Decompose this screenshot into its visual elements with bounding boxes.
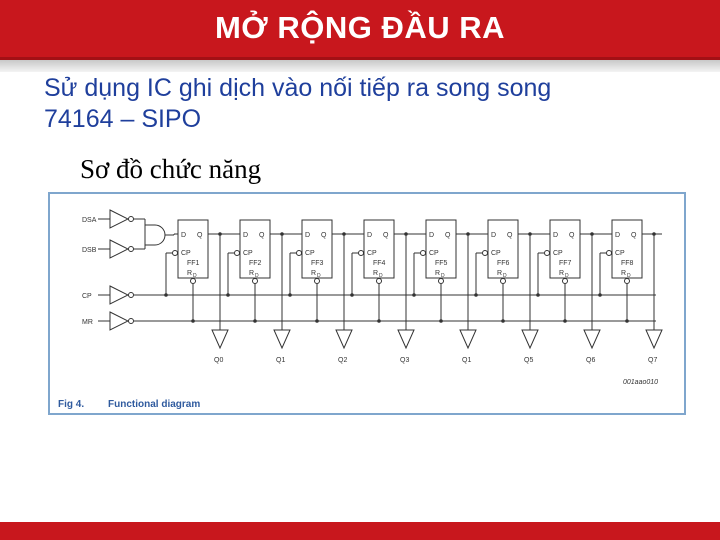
bottom-bar xyxy=(0,522,720,540)
cp-inverter-bubble xyxy=(129,293,134,298)
ff5-pin-rd: R xyxy=(435,270,441,277)
input-label-mr: MR xyxy=(82,319,93,326)
ff3-pin-q: Q xyxy=(321,232,327,239)
dsb-buffer xyxy=(110,240,128,258)
ff4-pin-d: D xyxy=(367,232,373,239)
ff1-pin-q: Q xyxy=(197,232,203,239)
ff2-pin-q: Q xyxy=(259,232,265,239)
ff2-reset-node xyxy=(253,319,257,323)
ff7-label: FF7 xyxy=(559,260,572,267)
ff6-pin-d: D xyxy=(491,232,497,239)
output-buffer-6 xyxy=(522,330,538,348)
ff8-pin-q: Q xyxy=(631,232,637,239)
ff5-reset-node xyxy=(439,319,443,323)
ff1-reset-bubble xyxy=(191,279,196,284)
flip-flop-5 xyxy=(426,220,456,278)
output-buffer-1 xyxy=(212,330,228,348)
ff8-reset-bubble xyxy=(625,279,630,284)
output-label-1: Q0 xyxy=(214,357,224,364)
ff1-pin-cp: CP xyxy=(181,250,191,257)
ff6-reset-node xyxy=(501,319,505,323)
ff7-clock-node xyxy=(536,293,540,297)
ff8-clock-bubble xyxy=(607,251,612,256)
ff5-pin-rd-sub: D xyxy=(441,273,445,279)
ff4-reset-bubble xyxy=(377,279,382,284)
ff1-clock-bubble xyxy=(173,251,178,256)
output-buffer-8 xyxy=(646,330,662,348)
ff3-clock-bubble xyxy=(297,251,302,256)
and-gate xyxy=(145,225,165,245)
ff7-pin-q: Q xyxy=(569,232,575,239)
ff4-pin-q: Q xyxy=(383,232,389,239)
mr-inverter xyxy=(110,312,128,330)
ff5-pin-cp: CP xyxy=(429,250,439,257)
ff3-pin-d: D xyxy=(305,232,311,239)
input-label-dsa: DSA xyxy=(82,217,97,224)
ff6-pin-rd-sub: D xyxy=(503,273,507,279)
caption-text: Functional diagram xyxy=(108,399,201,410)
ff6-reset-bubble xyxy=(501,279,506,284)
ff3-pin-rd-sub: D xyxy=(317,273,321,279)
ff6-pin-q: Q xyxy=(507,232,513,239)
bullet-line-2: 74164 – SIPO xyxy=(44,105,202,133)
ff8-pin-cp: CP xyxy=(615,250,625,257)
ff1-pin-rd: R xyxy=(187,270,193,277)
ff7-reset-node xyxy=(563,319,567,323)
slide-title: MỞ RỘNG ĐẦU RA xyxy=(214,10,506,45)
header-divider xyxy=(0,60,720,72)
output-label-5: Q1 xyxy=(462,357,472,364)
subheading: Sơ đồ chức năng xyxy=(80,154,262,184)
ff2-label: FF2 xyxy=(249,260,262,267)
ff2-pin-rd-sub: D xyxy=(255,273,259,279)
output-buffer-5 xyxy=(460,330,476,348)
ff6-pin-rd: R xyxy=(497,270,503,277)
ff8-pin-d: D xyxy=(615,232,621,239)
ff5-label: FF5 xyxy=(435,260,448,267)
ff6-pin-cp: CP xyxy=(491,250,501,257)
bullet-text xyxy=(44,73,644,135)
mr-inverter-bubble xyxy=(129,319,134,324)
input-label-dsb: DSB xyxy=(82,247,97,254)
title-bar xyxy=(0,0,720,60)
ff2-clock-node xyxy=(226,293,230,297)
ff2-pin-cp: CP xyxy=(243,250,253,257)
ff7-pin-cp: CP xyxy=(553,250,563,257)
output-buffer-2 xyxy=(274,330,290,348)
ff3-label: FF3 xyxy=(311,260,324,267)
ff1-label: FF1 xyxy=(187,260,200,267)
output-buffer-7 xyxy=(584,330,600,348)
output-buffer-3 xyxy=(336,330,352,348)
ff4-pin-cp: CP xyxy=(367,250,377,257)
cp-inverter xyxy=(110,286,128,304)
ff7-pin-rd-sub: D xyxy=(565,273,569,279)
output-label-4: Q3 xyxy=(400,357,410,364)
caption-number: Fig 4. xyxy=(58,399,85,410)
ff3-reset-node xyxy=(315,319,319,323)
ff6-label: FF6 xyxy=(497,260,510,267)
ff8-pin-rd-sub: D xyxy=(627,273,631,279)
ff3-pin-rd: R xyxy=(311,270,317,277)
ff6-clock-node xyxy=(474,293,478,297)
ff8-label: FF8 xyxy=(621,260,634,267)
ff7-pin-d: D xyxy=(553,232,559,239)
ff8-pin-rd: R xyxy=(621,270,627,277)
flip-flop-7 xyxy=(550,220,580,278)
ff4-clock-node xyxy=(350,293,354,297)
ff4-pin-rd: R xyxy=(373,270,379,277)
ff6-clock-bubble xyxy=(483,251,488,256)
flip-flop-8 xyxy=(612,220,642,278)
ff3-reset-bubble xyxy=(315,279,320,284)
dsa-buffer-bubble xyxy=(129,217,134,222)
flip-flop-3 xyxy=(302,220,332,278)
ff1-pin-d: D xyxy=(181,232,187,239)
ff5-clock-bubble xyxy=(421,251,426,256)
flip-flop-6 xyxy=(488,220,518,278)
ref-code: 001aao010 xyxy=(623,379,659,386)
output-label-2: Q1 xyxy=(276,357,286,364)
ff1-reset-node xyxy=(191,319,195,323)
ff1-clock-node xyxy=(164,293,168,297)
ff2-pin-rd: R xyxy=(249,270,255,277)
ff5-clock-node xyxy=(412,293,416,297)
output-label-8: Q7 xyxy=(648,357,658,364)
ff7-reset-bubble xyxy=(563,279,568,284)
ff8-reset-node xyxy=(625,319,629,323)
functional-diagram-svg xyxy=(50,194,684,413)
ff5-reset-bubble xyxy=(439,279,444,284)
ff7-clock-bubble xyxy=(545,251,550,256)
dsa-buffer xyxy=(110,210,128,228)
ff1-pin-rd-sub: D xyxy=(193,273,197,279)
output-label-3: Q2 xyxy=(338,357,348,364)
ff2-clock-bubble xyxy=(235,251,240,256)
ff4-clock-bubble xyxy=(359,251,364,256)
ff4-pin-rd-sub: D xyxy=(379,273,383,279)
ff4-reset-node xyxy=(377,319,381,323)
flip-flop-1 xyxy=(178,220,208,278)
flip-flop-4 xyxy=(364,220,394,278)
output-label-7: Q6 xyxy=(586,357,596,364)
bullet-line-1: Sử dụng IC ghi dịch vào nối tiếp ra song song xyxy=(44,74,552,102)
ff4-label: FF4 xyxy=(373,260,386,267)
ff3-pin-cp: CP xyxy=(305,250,315,257)
ff8-clock-node xyxy=(598,293,602,297)
input-label-cp: CP xyxy=(82,293,92,300)
output-buffer-4 xyxy=(398,330,414,348)
ff7-pin-rd: R xyxy=(559,270,565,277)
ff2-reset-bubble xyxy=(253,279,258,284)
functional-diagram xyxy=(48,192,686,415)
output-label-6: Q5 xyxy=(524,357,534,364)
ff5-pin-d: D xyxy=(429,232,435,239)
ff3-clock-node xyxy=(288,293,292,297)
flip-flop-2 xyxy=(240,220,270,278)
ff2-pin-d: D xyxy=(243,232,249,239)
ff5-pin-q: Q xyxy=(445,232,451,239)
dsb-buffer-bubble xyxy=(129,247,134,252)
